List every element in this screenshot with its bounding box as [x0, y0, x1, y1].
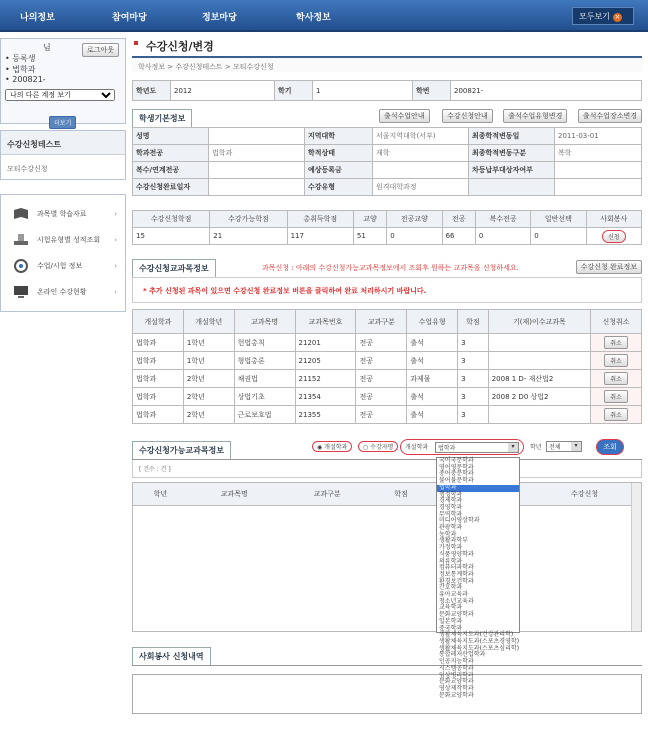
dept-option[interactable]: 국어국문학과 — [439, 457, 474, 464]
dept-option[interactable]: 식품영양학과 — [439, 550, 474, 558]
user-id: • 200821- — [5, 75, 46, 84]
course-cell: 21355 — [295, 406, 356, 424]
basic-info-label: 최종학적변동일 — [469, 128, 555, 145]
chevron-down-icon: ▾ — [571, 442, 581, 451]
tab-academic[interactable]: 학사정보 — [296, 13, 331, 23]
course-cell: 2008 1 D- 재산법2 — [488, 370, 590, 388]
dept-option[interactable]: 농학과 — [439, 530, 457, 538]
course-cell: 3 — [458, 370, 489, 388]
dept-option[interactable]: 영상제작학과 — [439, 684, 474, 692]
basic-info-row — [133, 162, 642, 179]
course-cell: 21201 — [295, 334, 356, 352]
cancel-button[interactable]: 취소 — [604, 390, 628, 403]
dept-option[interactable]: 정보통계학과 — [439, 570, 474, 578]
user-dept: • 법학과 — [5, 65, 36, 74]
attend-class-guide-button[interactable]: 출석수업안내 — [379, 109, 430, 123]
credit-value: 0 — [387, 228, 442, 245]
cancel-button[interactable]: 취소 — [604, 408, 628, 421]
radio-dept-label: 개설학과 — [324, 444, 348, 451]
term-table — [132, 80, 642, 101]
year-label: 학년도 — [133, 81, 171, 101]
course-header: 신청취소 — [591, 310, 642, 334]
page-title: 수강신청/변경 — [132, 38, 642, 54]
credit-value: 15 — [133, 228, 210, 245]
view-all-button[interactable] — [572, 7, 634, 25]
course-cell: 21354 — [295, 388, 356, 406]
course-cell: 법학과 — [133, 406, 184, 424]
change-class-type-button[interactable]: 출석수업유형변경 — [503, 109, 567, 123]
course-cell: 3 — [458, 334, 489, 352]
enroll-guide-button[interactable]: 수강신청안내 — [442, 109, 493, 123]
more-button[interactable]: 더보기 — [49, 116, 76, 129]
credit-header: 총취득학점 — [287, 211, 353, 228]
grade-select[interactable] — [546, 441, 582, 452]
dept-option[interactable]: 가정학과 — [439, 544, 463, 552]
notice-text: 과목신청 : 아래의 수강신청가능교과목정보에서 조회후 원하는 교과목을 신청하세요. — [262, 264, 519, 272]
change-class-place-button[interactable]: 출석수업장소변경 — [578, 109, 642, 123]
course-header: 기(재)이수교과목 — [488, 310, 590, 334]
close-icon: × — [614, 13, 621, 21]
radio-course-name[interactable]: ○ 수강자명 — [358, 441, 398, 452]
credit-header: 전공교양 — [387, 211, 442, 228]
dept-option[interactable]: 간호학과 — [439, 584, 463, 592]
dept-option[interactable]: 환경보건학과 — [439, 577, 474, 585]
available-header — [521, 483, 538, 505]
credit-header: 일반선택 — [531, 211, 586, 228]
basic-info-tab[interactable]: 학생기본정보 — [132, 109, 192, 127]
dept-option[interactable]: 일본학과 — [439, 617, 463, 625]
basic-info-label: 학과전공 — [133, 145, 209, 162]
dept-option[interactable]: 영어영문학과 — [439, 463, 474, 471]
dept-option[interactable]: 의류학과 — [439, 557, 463, 565]
credit-value: 117 — [287, 228, 353, 245]
course-cell: 전공 — [356, 370, 407, 388]
course-cell: 3 — [458, 352, 489, 370]
course-cell: 전공 — [356, 406, 407, 424]
basic-info-label: 예상등록금 — [305, 162, 373, 179]
social-apply-button[interactable]: 신청 — [602, 230, 626, 243]
tool-class-exam-info[interactable] — [1, 253, 125, 279]
course-header: 개설학과 — [133, 310, 184, 334]
course-row — [133, 406, 642, 424]
basic-info-value — [555, 179, 642, 196]
dept-option[interactable]: 인공지능학과 — [439, 658, 474, 666]
dept-option[interactable]: 문화교양학과 — [439, 691, 474, 699]
warning-box — [132, 277, 642, 303]
tab-my-info[interactable]: 나의정보 — [20, 13, 55, 23]
cancel-button[interactable]: 취소 — [604, 336, 628, 349]
cancel-cell — [591, 388, 642, 406]
dept-option[interactable]: 무역학과 — [439, 510, 463, 518]
dept-option[interactable]: 경영학과 — [439, 503, 463, 511]
cancel-cell — [591, 352, 642, 370]
course-cell: 근로보호법 — [234, 406, 295, 424]
basic-info-value: 복학 — [555, 145, 642, 162]
basic-info-value: 원격대학과정 — [373, 179, 469, 196]
student-id-value: 200821- — [451, 81, 642, 101]
credit-header: 수강신청학점 — [133, 211, 210, 228]
course-cell: 2학년 — [183, 388, 234, 406]
course-cell — [488, 334, 590, 352]
view-all-label: 모두보기 — [579, 12, 610, 21]
course-cell — [488, 406, 590, 424]
course-cell — [488, 352, 590, 370]
course-cell: 법학과 — [133, 370, 184, 388]
basic-info-value: 재학 — [373, 145, 469, 162]
course-cell: 채권법 — [234, 370, 295, 388]
course-cell: 21205 — [295, 352, 356, 370]
chevron-down-icon: ▾ — [508, 443, 518, 452]
dept-option[interactable]: 문화교양학과 — [439, 611, 474, 619]
tool-label: 과목별 학습자료 — [37, 210, 87, 218]
warning-text: * 추가 신청된 과목이 있으면 수강신청 완료정보 버튼을 클릭하여 완료 처리하시기 바랍니다. — [143, 287, 427, 295]
available-header: 학점 — [374, 483, 429, 505]
dept-option[interactable]: 생활체육지도과(스포츠심리학) — [439, 644, 520, 652]
basic-info-value — [555, 162, 642, 179]
course-cell: 3 — [458, 406, 489, 424]
basic-info-label: 지역대학 — [305, 128, 373, 145]
course-header: 교과구분 — [356, 310, 407, 334]
course-cell: 출석 — [407, 334, 458, 352]
course-header: 교과목명 — [234, 310, 295, 334]
dept-label: 개설학과 — [405, 444, 429, 451]
credit-value: 21 — [210, 228, 287, 245]
book-icon — [13, 207, 29, 221]
credit-header: 복수전공 — [475, 211, 530, 228]
account-select[interactable] — [5, 89, 115, 101]
basic-info-label: 성명 — [133, 128, 209, 145]
semester-label: 학기 — [275, 81, 313, 101]
social-service-tab[interactable]: 사회봉사 신청내역 — [132, 647, 211, 665]
cancel-button[interactable]: 취소 — [604, 354, 628, 367]
dept-option[interactable]: 불어불문학과 — [439, 477, 474, 485]
available-courses-tab[interactable]: 수강신청가능교과목정보 — [132, 441, 231, 459]
dept-option[interactable]: 생활과학부 — [439, 537, 468, 545]
dept-select-value: 법학과 — [438, 445, 456, 452]
basic-info-value: 2011-03-01 — [555, 128, 642, 145]
course-cell: 전공 — [356, 352, 407, 370]
side-menu — [0, 130, 126, 180]
top-navigation — [0, 0, 648, 32]
headset-icon — [13, 259, 29, 273]
main-content — [132, 38, 642, 714]
course-cell: 21152 — [295, 370, 356, 388]
course-cell: 출석 — [407, 352, 458, 370]
dept-option[interactable]: 컴퓨터과학과 — [439, 564, 474, 572]
user-name: 님 — [43, 43, 51, 52]
tool-label: 온라인 수강현황 — [37, 288, 87, 296]
available-courses-list[interactable] — [132, 482, 642, 632]
credit-header: 전공 — [442, 211, 475, 228]
course-cell: 헌법총칙 — [234, 334, 295, 352]
credit-value: 51 — [353, 228, 386, 245]
dept-option[interactable]: 교육학과 — [439, 604, 463, 612]
dept-option[interactable]: 생활체육지도과(건강관리학) — [439, 631, 514, 639]
dept-option[interactable]: 청소년교육과 — [439, 597, 474, 605]
course-cell: 과제물 — [407, 370, 458, 388]
dept-option[interactable]: 중어중문학과 — [439, 470, 474, 478]
dept-option[interactable]: 미디어영상학과 — [439, 517, 480, 525]
basic-info-row — [133, 179, 642, 196]
basic-info-label: 학적상태 — [305, 145, 373, 162]
radio-dept[interactable]: ◉ 개설학과 — [312, 441, 352, 452]
tool-label: 수업/시험 정보 — [37, 262, 83, 270]
course-row — [133, 388, 642, 406]
dept-option[interactable]: 시스템공학과 — [439, 664, 474, 672]
credit-value: 0 — [475, 228, 530, 245]
basic-info-table — [132, 127, 642, 196]
dept-option[interactable]: 임상병리학과 — [439, 671, 474, 679]
available-header: 교과구분 — [281, 483, 374, 505]
course-cell: 3 — [458, 388, 489, 406]
basic-info-value — [209, 179, 305, 196]
course-row — [133, 334, 642, 352]
scrollbar[interactable] — [631, 483, 641, 631]
basic-info-value — [209, 128, 305, 145]
logout-button[interactable]: 로그아웃 — [82, 43, 119, 57]
chevron-right-icon: › — [114, 262, 117, 270]
basic-info-row — [133, 145, 642, 162]
tool-study-materials[interactable] — [1, 201, 125, 227]
course-cell: 1학년 — [183, 352, 234, 370]
pen-icon — [13, 233, 29, 247]
credit-value: 0 — [531, 228, 586, 245]
grade-label: 학년 — [530, 444, 542, 451]
course-cell: 법학과 — [133, 388, 184, 406]
available-header: 수강신청 — [538, 483, 631, 505]
basic-info-value: 법학과 — [209, 145, 305, 162]
semester-value: 1 — [313, 81, 413, 101]
dept-option[interactable]: 문화교양학과 — [439, 678, 474, 686]
basic-info-value — [373, 162, 469, 179]
course-cell: 법학과 — [133, 334, 184, 352]
tab-information[interactable]: 정보마당 — [202, 13, 237, 23]
login-box — [0, 38, 126, 127]
credit-header: 교양 — [353, 211, 386, 228]
chevron-right-icon: › — [114, 210, 117, 218]
course-cell: 1학년 — [183, 334, 234, 352]
dept-filter — [400, 439, 524, 455]
course-cell: 2008 2 D0 상법2 — [488, 388, 590, 406]
dept-option[interactable]: 행정학과 — [439, 490, 463, 498]
social-apply-cell — [586, 228, 641, 245]
student-id-label: 학번 — [413, 81, 451, 101]
basic-info-label: 복수/연계전공 — [133, 162, 209, 179]
enroll-complete-button[interactable]: 수강신청 완료정보 — [576, 260, 642, 274]
user-status: • 등록생 — [5, 54, 36, 63]
cancel-cell — [591, 370, 642, 388]
credits-table — [132, 210, 642, 245]
course-header: 개설학년 — [183, 310, 234, 334]
course-cell: 전공 — [356, 388, 407, 406]
basic-info-label: 차등납부대상자여부 — [469, 162, 555, 179]
monitor-icon — [13, 285, 29, 299]
dept-option[interactable]: 경제학과 — [439, 497, 463, 505]
basic-info-row — [133, 128, 642, 145]
basic-info-label: 수강유형 — [305, 179, 373, 196]
course-cell: 2학년 — [183, 406, 234, 424]
course-header: 학점 — [458, 310, 489, 334]
social-service-box — [132, 671, 642, 714]
dept-option[interactable]: 관광학과 — [439, 524, 463, 532]
dept-option[interactable]: 법학과 — [437, 485, 519, 492]
tool-online-status[interactable] — [1, 279, 125, 305]
dept-option[interactable]: 통합레저산업학과 — [439, 651, 486, 659]
credit-value: 66 — [442, 228, 475, 245]
year-value: 2012 — [171, 81, 275, 101]
basic-info-label — [469, 179, 555, 196]
tool-grade-lookup[interactable] — [1, 227, 125, 253]
course-cell: 전공 — [356, 334, 407, 352]
dept-select[interactable] — [435, 442, 519, 453]
tool-label: 시험유형별 성적조회 — [37, 236, 101, 244]
course-cell: 법학과 — [133, 352, 184, 370]
tab-participation[interactable]: 참여마당 — [112, 13, 147, 23]
basic-info-value — [209, 162, 305, 179]
tool-links — [0, 194, 126, 312]
available-courses-table — [133, 483, 631, 506]
basic-info-value: 서울지역대학(서부) — [373, 128, 469, 145]
course-cell: 형법총론 — [234, 352, 295, 370]
cancel-cell — [591, 334, 642, 352]
basic-info-label: 수강신청완료일자 — [133, 179, 209, 196]
course-cell: 출석 — [407, 406, 458, 424]
left-sidebar — [0, 38, 126, 312]
dept-option[interactable]: 생활체육지도과(스포츠경영학) — [439, 637, 520, 645]
result-count: [ 건수 : 건 ] — [132, 460, 642, 478]
cancel-button[interactable]: 취소 — [604, 372, 628, 385]
credit-header: 수강가능학점 — [210, 211, 287, 228]
course-cell: 상법기초 — [234, 388, 295, 406]
course-header: 수업유형 — [407, 310, 458, 334]
grade-select-value: 전체 — [549, 444, 561, 451]
search-button[interactable]: 조회 — [596, 439, 624, 455]
enrolled-courses-table — [132, 309, 642, 424]
dept-option[interactable]: 중국학과 — [439, 624, 463, 632]
course-row — [133, 352, 642, 370]
current-courses-tab[interactable]: 수강신청교과목정보 — [132, 259, 216, 277]
course-cell: 출석 — [407, 388, 458, 406]
basic-info-label: 최종학적변동구분 — [469, 145, 555, 162]
dept-dropdown-list[interactable] — [436, 457, 520, 699]
available-header: 교과목명 — [188, 483, 281, 505]
cancel-cell — [591, 406, 642, 424]
dept-option[interactable]: 유아교육과 — [439, 591, 468, 599]
credit-header: 사회봉사 — [586, 211, 641, 228]
chevron-right-icon: › — [114, 288, 117, 296]
radio-course-name-label: 수강자명 — [370, 444, 394, 451]
side-menu-title: 수강신청테스트 — [1, 131, 125, 155]
course-row — [133, 370, 642, 388]
available-header: 학년 — [133, 483, 188, 505]
course-cell: 2학년 — [183, 370, 234, 388]
breadcrumb: 학사정보 > 수강신청테스트 > 모티수강신청 — [132, 56, 642, 72]
course-header: 교과목번호 — [295, 310, 356, 334]
chevron-right-icon: › — [114, 236, 117, 244]
side-menu-item[interactable]: 모티수강신청 — [7, 165, 48, 173]
